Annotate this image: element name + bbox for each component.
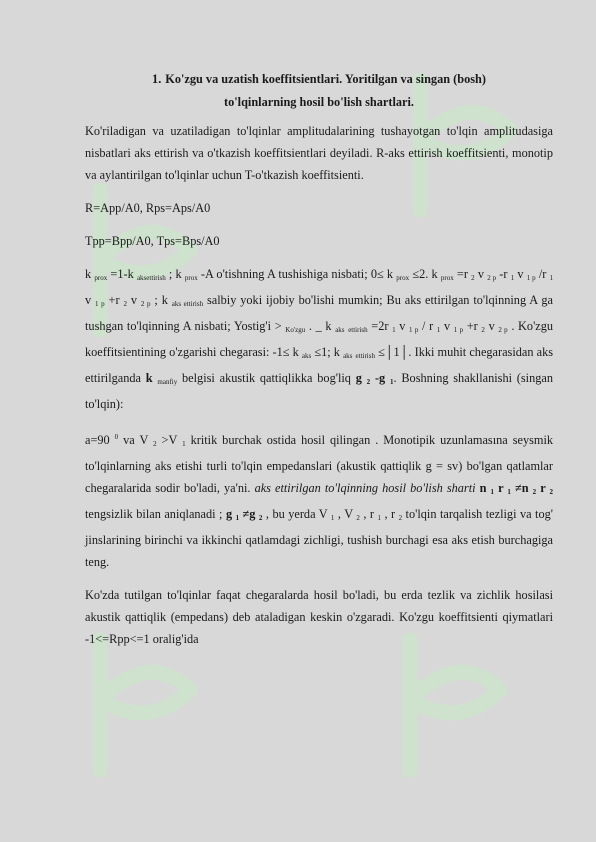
formula-reflection: R=App/A0, Rps=Aps/A0	[85, 201, 211, 215]
document-body	[85, 68, 553, 650]
section-heading	[85, 68, 553, 114]
heading-line-1: Ko'zgu va uzatish koeffitsientlari. Yoritilgan va singan (bosh)	[165, 72, 486, 86]
heading-number: 1.	[152, 72, 162, 86]
paragraph-impedance: Ko'zda tutilgan to'lqinlar faqat chegaralarda hosil bo'ladi, bu erda tezlik va zichlik hosilasi akustik qattiqlik (empedans) deb ataladigan keskin o'zgaradi. Ko'zgu koeffitsienti qiymatlari -1<=Rpp<=1 oralig'ida	[85, 588, 553, 646]
paragraph-coefficients: k $_{prox}$ =1-k $_{aksettirish}$ ; k $_{prox}$ -A o'tishning A tushishiga nisbati; 0≤ k $_{prox}$ ≤2. k $_{prox}$ =r $_2$ v $_{2 p}$ -r $_1$ v $_{1 p}$ /r $_1$ v $_{1 p}$ +r $_2$ v $_{2 p}$ ; k $_{aks ettirish}$ salbiy yoki ijobiy bo'lishi mumkin; Bu aks ettirilgan to'lqinning A ga tushgan to'lqinning A nisbati; Yostig'i > $_{Ko'zgu}$ . _ k $_{aks}$ $_{ettirish}$ =2r $_1$ v $_{1 p}$ / r $_1$ v $_{1 p}$ +r $_2$ v $_{2 p}$ . Ko'zgu koeffitsientining o'zgarishi chegarasi: -1≤ k $_{aks}$ ≤1; k $_{aks}$ $_{ettirish}$ ≤│1│. Ikki muhit chegarasidan aks ettirilganda k $_{manfiy}$ belgisi akustik qattiqlikka bog'liq g $_2$ -g $_1$. Boshning shakllanishi (singan to'lqin):	[85, 267, 554, 411]
paragraph-head-wave: a=90 $^0$ va V $_2$ >V $_1$ kritik burchak ostida hosil qilingan . Monotipik uzunlamasına seysmik to'lqinlarning aks etishi turli to'lqin empedanslari (akustik qattiqlik g = sv) bo'lgan qatlamlar chegaralarida sodir bo'ladi, ya'ni. aks ettirilgan to'lqinning hosil bo'lish sharti n $_1$ r $_1$ ≠n $_2$ r $_2$ tengsizlik bilan aniqlanadi ; g $_1$ ≠g $_2$ , bu yerda V $_1$ , V $_2$ , r $_1$ , r $_2$ to'lqin tarqalish tezligi va tog' jinslarining birinchi va ikkinchi qatlamdagi zichligi, tushish burchagi esa aks etish burchagiga teng.	[85, 433, 554, 569]
paragraph-definition: Ko'riladigan va uzatiladigan to'lqinlar amplitudalarining tushayotgan to'lqin amplitudasiga nisbatlari aks ettirish va o'tkazish koeffitsientlari deyiladi. R-aks ettirish koeffitsienti, monotip va aylantirilgan to'lqinlar uchun T-o'tkazish koeffitsienti.	[85, 124, 553, 182]
formula-transmission: Tpp=Bpp/A0, Tps=Bps/A0	[85, 234, 220, 248]
heading-line-2: to'lqinlarning hosil bo'lish shartlari.	[224, 95, 414, 109]
